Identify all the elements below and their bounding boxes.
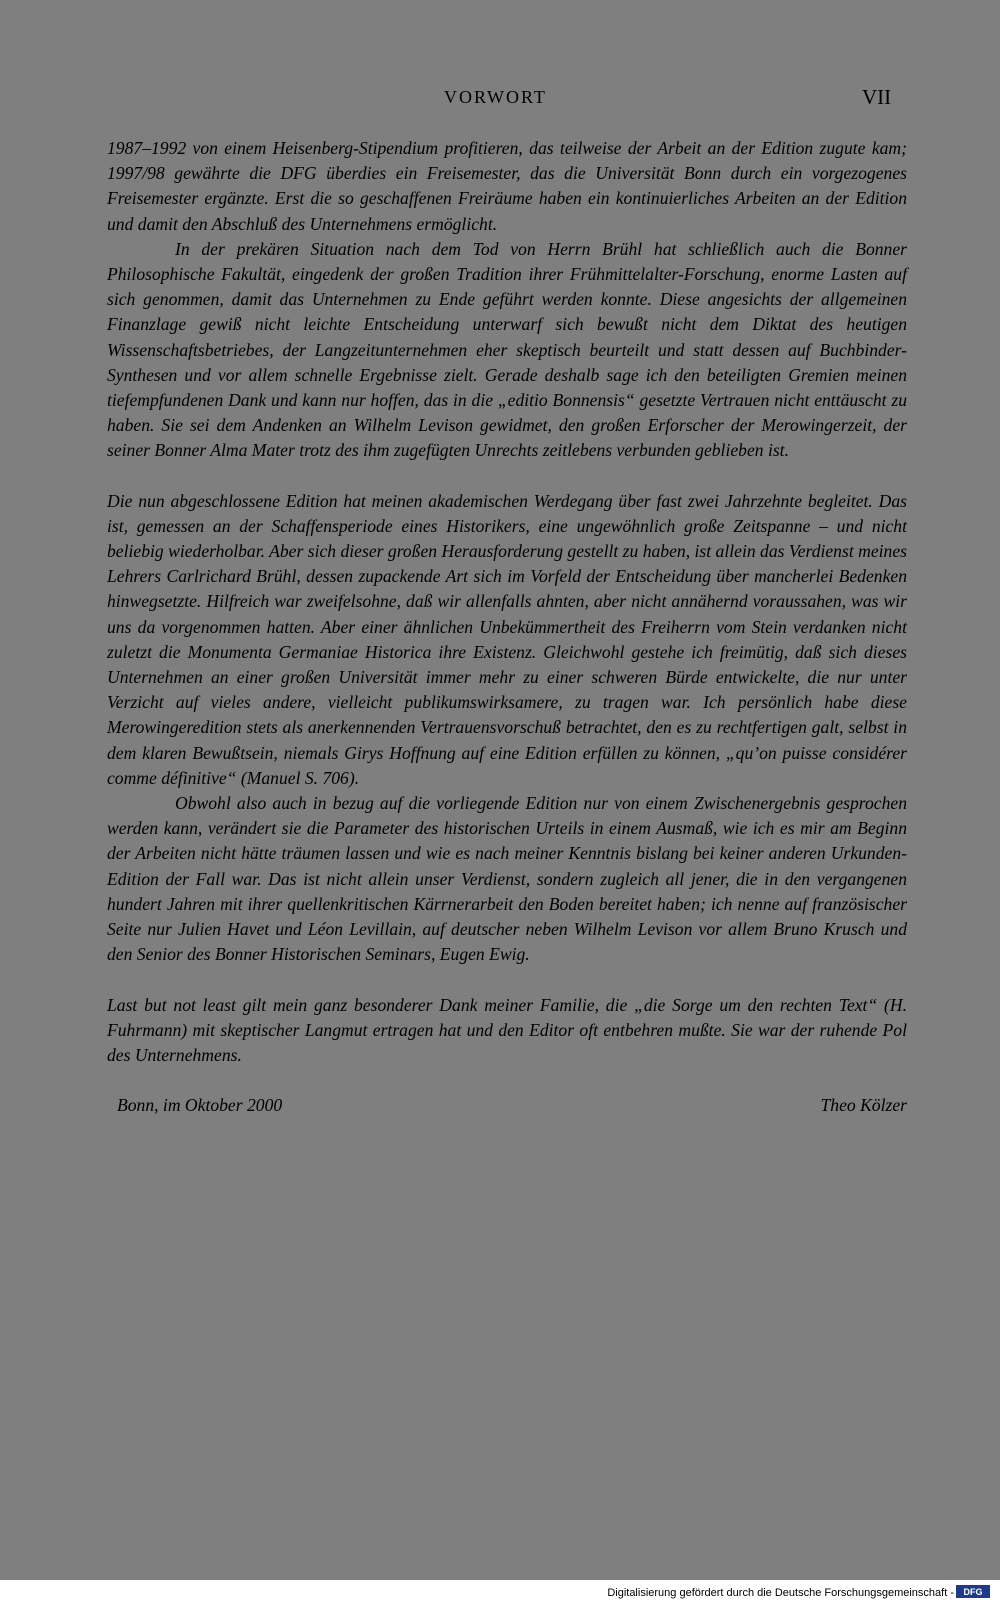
- paragraph: 1987–1992 von einem Heisenberg-Stipendium profitieren, das teilweise der Arbeit an der Edition zugute kam; 1997/98 gewährte die DFG überdies ein Freisemester, das die Universität Bonn durch ein vorgezogenes Freisemester ergänzte. Erst die so geschaffenen Freiräume haben ein kontinuierliches Arbeiten an der Edition und damit den Abschluß des Unternehmens ermöglicht.: [107, 138, 907, 234]
- paragraph: In der prekären Situation nach dem Tod von Herrn Brühl hat schließlich auch die Bonner Philosophische Fakultät, eingedenk der großen Tradition ihrer Frühmittelalter-Forschung, enorme Lasten auf sich genommen, damit das Unternehmen zu Ende geführt werden konnte. Diese angesichts der allgemeinen Finanzlage gewiß nicht leichte Entscheidung unterwarf sich bewußt nicht dem Diktat des heutigen Wissenschaftsbetriebes, der Langzeitunternehmen eher skeptisch beurteilt und statt dessen auf Buchbinder-Synthesen und vor allem schnelle Ergebnisse zielt. Gerade deshalb sage ich den beteiligten Gremien meinen tiefempfundenen Dank und kann nur hoffen, das in die „editio Bonnensis“ gesetzte Vertrauen nicht enttäuscht zu haben. Sie sei dem Andenken an Wilhelm Levison gewidmet, den großen Erforscher der Merowingerzeit, der seiner Bonner Alma Mater trotz des ihm zugefügten Unrechts zeitlebens verbunden geblieben ist.: [107, 238, 907, 461]
- dfg-logo-text: DFG: [963, 1586, 983, 1597]
- paragraph: Obwohl also auch in bezug auf die vorliegende Edition nur von einem Zwischenergebnis gesprochen werden kann, verändert sie die Parameter des historischen Urteils in einem Ausmaß, wie ich es mir am Beginn der Arbeiten nicht hätte träumen lassen und wie es nach meiner Kenntnis bislang bei keiner anderen Urkunden-Edition der Fall war. Das ist nicht allein unser Verdienst, sondern zugleich all jener, die in den vergangenen hundert Jahren mit ihrer quellenkritischen Kärrnerarbeit den Boden bereitet haben; ich nenne auf französischer Seite nur Julien Havet und Léon Levillain, auf deutscher neben Wilhelm Levison vor allem Bruno Krusch und den Senior des Bonner Historischen Seminars, Eugen Ewig.: [107, 793, 907, 965]
- paragraph: Last but not least gilt mein ganz besonderer Dank meiner Familie, die „die Sorge um den rechten Text“ (H. Fuhrmann) mit skeptischer Langmut ertragen hat und den Editor oft entbehren mußte. Sie war der ruhende Pol des Unternehmens.: [107, 994, 907, 1065]
- dfg-logo: [956, 1585, 990, 1598]
- signature-line: [107, 1093, 907, 1118]
- place-date: Bonn, im Oktober 2000: [117, 1095, 283, 1116]
- page-number: VII: [862, 85, 892, 109]
- running-head: VORWORT: [444, 87, 547, 107]
- paragraph: Die nun abgeschlossene Edition hat meinen akademischen Werdegang über fast zwei Jahrzehnte begleitet. Das ist, gemessen an der Schaffensperiode eines Historikers, eine ungewöhnlich große Zeitspanne – und nicht beliebig wiederholbar. Aber sich dieser großen Herausforderung gestellt zu haben, ist allein das Verdienst meines Lehrers Carlrichard Brühl, dessen zupackende Art sich im Vorfeld der Entscheidung über mancherlei Bedenken hinwegsetzte. Hilfreich war zweifelsohne, daß wir allenfalls ahnten, aber nicht annähernd voraussahen, was wir uns da vorgenommen hatten. Aber einer ähnlichen Unbekümmertheit des Freiherrn vom Stein verdanken nicht zuletzt die Monumenta Germaniae Historica ihre Existenz. Gleichwohl gestehe ich freimütig, daß sich dieses Unternehmen an einer großen Universität immer mehr zu einer schweren Bürde entwickelte, die nur unter Verzicht auf vieles andere, vielleicht publikumswirksamere, zu tragen war. Ich persönlich habe diese Merowingeredition stets als anerkennenden Vertrauensvorschuß betrachtet, den es zu rechtfertigen galt, selbst in dem klaren Bewußtsein, niemals Girys Hoffnung auf eine Edition erfüllen zu können, „qu’on puisse considérer comme définitive“ (Manuel S. 706).: [107, 490, 907, 788]
- digitization-credit: [607, 1587, 954, 1599]
- page-header: [0, 87, 1000, 113]
- preface-text: [107, 136, 907, 1118]
- credit-text: Digitalisierung gefördert durch die Deutsche Forschungsgemeinschaft -: [607, 1587, 954, 1599]
- author-name: Theo Kölzer: [820, 1095, 907, 1116]
